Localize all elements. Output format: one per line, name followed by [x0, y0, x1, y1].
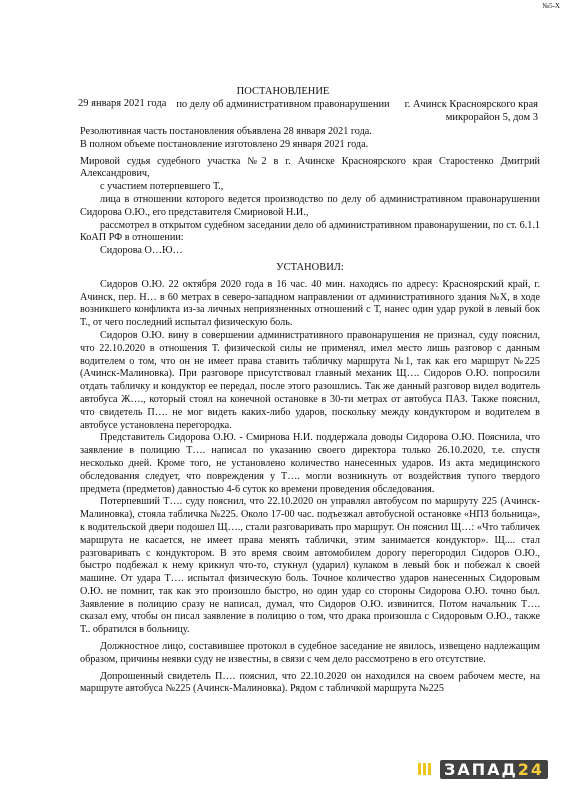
document-body — [80, 126, 540, 696]
logo-icon — [418, 760, 438, 778]
watermark-logo — [440, 760, 548, 778]
document-place — [405, 98, 538, 124]
title-main: ПОСТАНОВЛЕНИЕ — [236, 86, 330, 97]
paragraph: рассмотрел в открытом судебном заседании дело об административном правонарушении, по ст. 6.1.1 КоАП РФ в отношении: — [80, 219, 540, 244]
paragraph: Мировой судья судебного участка №2 в г. Ачинске Красноярского края Старостенко Дмитрий Александрович, — [80, 155, 540, 180]
paragraph: Потерпевший Т…. суду пояснил, что 22.10.2020 он управлял автобусом по маршруту 225 (Ачинск-Малиновка), стояла табличка №225. Около 17-00 час. подъезжал автобусной остановке «НПЗ больница», к водительской двери подошел Щ…., стали разговаривать про маршрут. Он пояснил Щ…: «Что табличек маршрута не касается, не имеет права менять таблички, этим занимается кондуктор». Щ.... стал разговаривать с кондуктором. В это время своим автомобилем дорогу перегородил Сидоров О.Ю., быстро подбежал к нему крикнул что-то, стукнул (ударил) кулаком в левый бок и побежал к своей машине. От удара Т…. испытал физическую боль. Точное количество ударов нанесенных Сидоровым О.Ю. не помнит, так как это произошло быстро, но один удар со стороны Сидорова О.Ю. точно был. Заявление в полицию сразу не написал, думал, что Сидоров О.Ю. извинится. Потом начальник Т…. сказал ему, чтобы он писал заявление в полицию о том, что драка произошла с Сидоровым О.Ю., также Т.. обратился в больницу. — [80, 496, 540, 636]
paragraph: Представитель Сидорова О.Ю. - Смирнова Н.И. поддержала доводы Сидорова О.Ю. Пояснила, что заявление в полицию Т…. написал по указанию своего директора только 26.10.2020, т.е. спустя несколько дней. Кроме того, не установлено количество нанесенных ударов. Из акта медицинского обследования следует, что повреждения у Т…. могли возникнуть от воздействия тупого твердого предмета (предметов) давностью 4-6 суток ко времени проведения обследования. — [80, 432, 540, 495]
title-sub: по делу об административном правонарушении — [176, 99, 390, 110]
place-address: микрорайон 5, дом 3 — [445, 112, 538, 123]
paragraph: Резолютивная часть постановления объявлена 28 января 2021 года. — [80, 126, 372, 137]
paragraph: Допрошенный свидетель П…. пояснил, что 22.10.2020 он находился на своем рабочем месте, на маршруте автобуса №225 (Ачинск-Малиновка). Рядом с табличкой маршрута №225 — [80, 670, 540, 695]
paragraph: В полном объеме постановление изготовлено 29 января 2021 года. — [80, 138, 369, 150]
paragraph: Сидоров О.Ю. 22 октября 2020 года в 16 час. 40 мин. находясь по адресу: Красноярский край, г. Ачинск, пер. Н… в 60 метрах в северо-западном направлении от административного здания №Х, в ходе возникшего конфликта из-за личных неприязненных отношений с Т, нанес один удар рукой в левый бок Т., от чего последний испытал физическую боль. — [80, 278, 540, 329]
paragraph: Сидорова О…Ю… — [100, 245, 183, 257]
paragraph: Должностное лицо, составившее протокол в судебное заседание не явилось, извещено надлежащим образом, причины неявки суду не известны, в связи с чем дело рассмотрено в его отсутствие. — [80, 641, 540, 665]
document-number: №5-Х — [542, 2, 560, 10]
section-heading: УСТАНОВИЛ: — [276, 261, 344, 273]
paragraph: с участием потерпевшего Т., — [100, 181, 224, 193]
logo-text: ЗАПАД24 — [440, 760, 548, 779]
paragraph: Сидоров О.Ю. вину в совершении административного правонарушения не признал, суду пояснил, что 22.10.2020 в отношения Т. физической силы не применял, имел место лишь разговор с данным водителем о том, что он не имеет права ставить табличку маршрута №1, так как его маршрут №225 (Ачинск-Малиновка). При разговоре присутствовал главный механик Щ…. Сидоров О.Ю. попросили отдать табличку и кондуктор ее передал, после этого разошлись. Так же данный разговор видел водитель автобуса Ж…., который стоял на конечной остановке в 30-ти метрах от автобуса ПАЗ. Также пояснил, что свидетель П…. не мог видеть каких-либо ударов, поскольку между кондуктором и водителем в автобусе установлена перегородка. — [80, 329, 540, 431]
paragraph: лица в отношении которого ведется производство по делу об административном правонарушении Сидорова О.Ю., его представителя Смирновой Н.И., — [80, 193, 540, 218]
place-city: г. Ачинск Красноярского края — [404, 99, 538, 110]
document-date: 29 января 2021 года — [78, 98, 167, 109]
